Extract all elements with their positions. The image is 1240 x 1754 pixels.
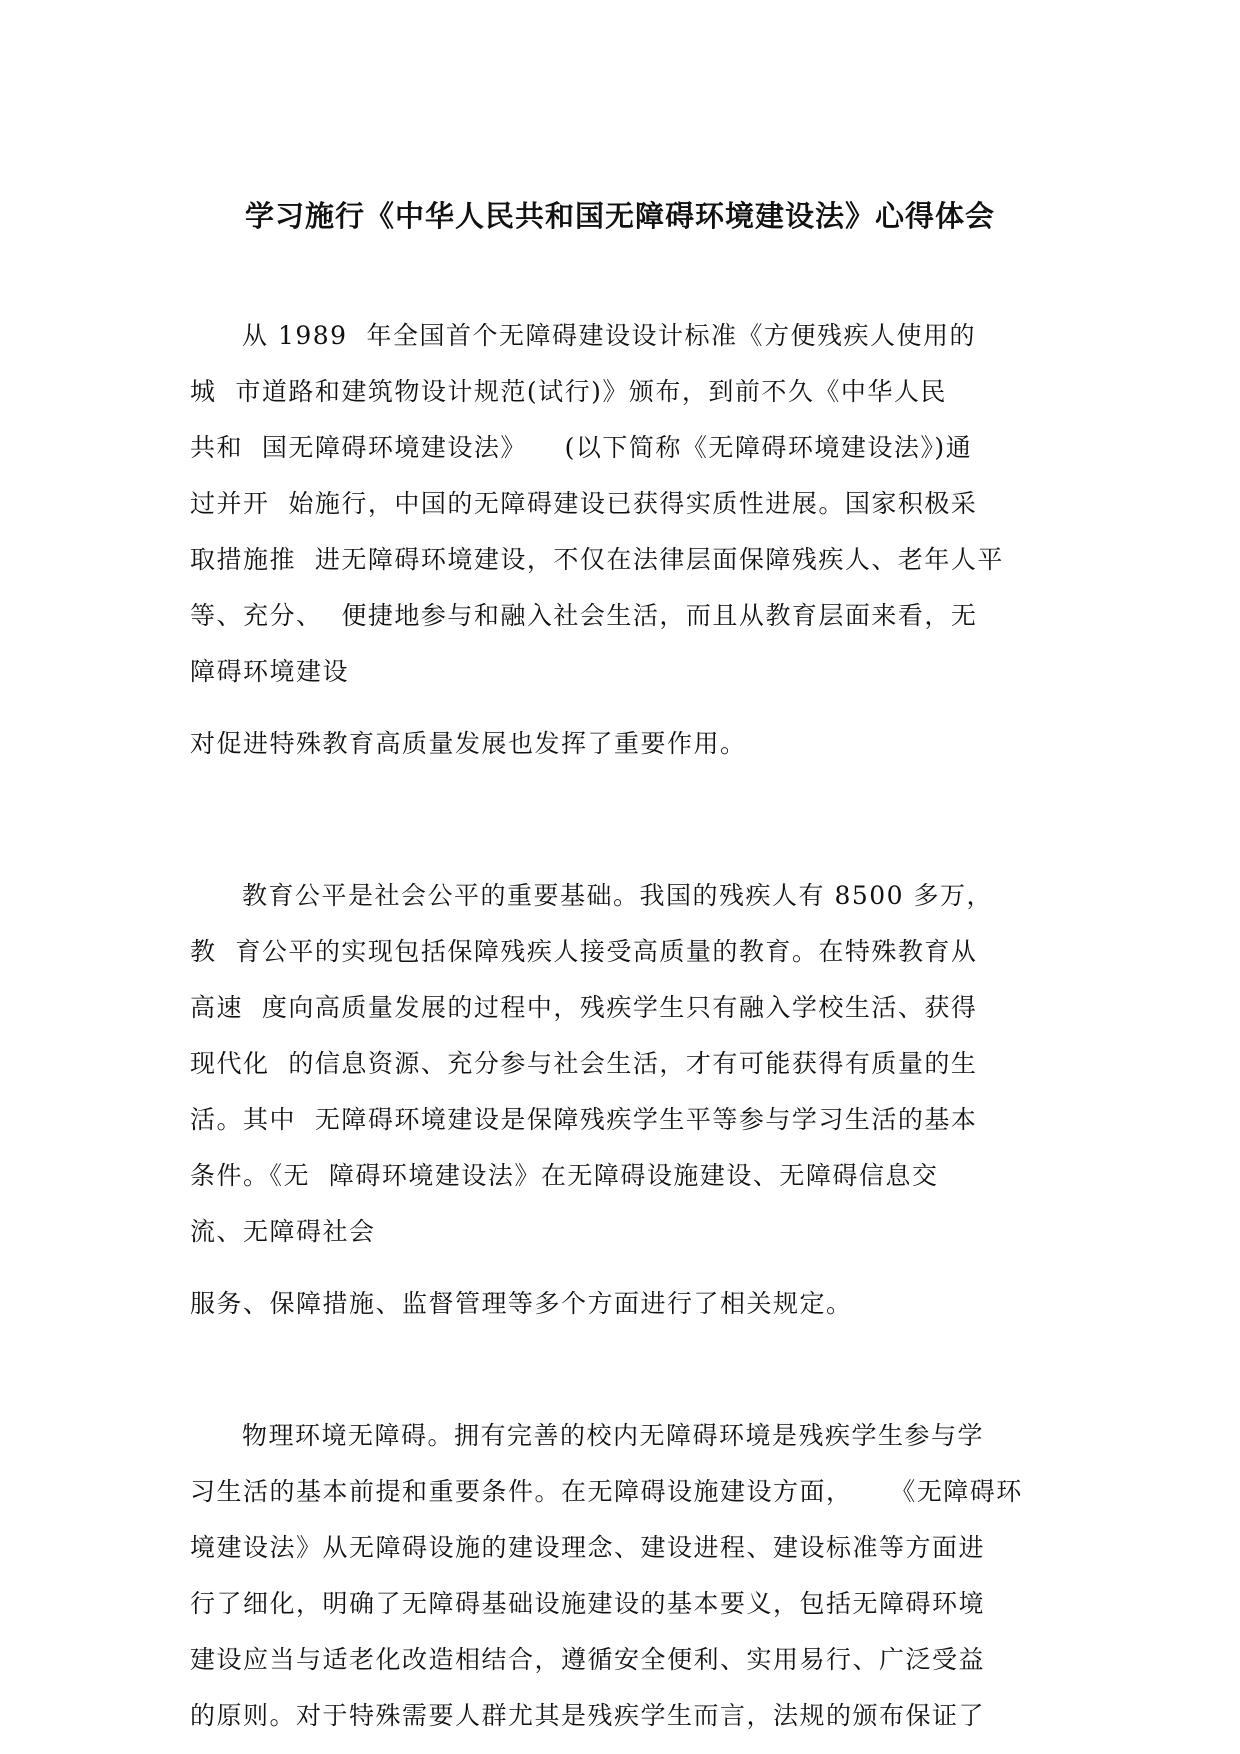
paragraph-2-line-4: 现代化 的信息资源、充分参与社会生活，才有可能获得有质量的生 xyxy=(190,1049,978,1078)
paragraph-1-line-4: 过并开 始施行，中国的无障碍建设已获得实质性进展。国家积极采 xyxy=(190,489,978,518)
paragraph-3-line-2: 习生活的基本前提和重要条件。在无障碍设施建设方面， 《无障碍环 xyxy=(190,1477,1023,1506)
paragraph-3-line-5: 建设应当与适老化改造相结合，遵循安全便利、实用易行、广泛受益 xyxy=(190,1645,986,1674)
paragraph-2-line-8: 服务、保障措施、监督管理等多个方面进行了相关规定。 xyxy=(190,1289,853,1318)
paragraph-2-line-6: 条件。《无 障碍环境建设法》在无障碍设施建设、无障碍信息交 xyxy=(190,1161,939,1190)
document-title: 学习施行《中华人民共和国无障碍环境建设法》心得体会 xyxy=(244,199,995,233)
paragraph-1-line-2: 城 市道路和建筑物设计规范(试行)》颁布，到前不久《中华人民 xyxy=(190,377,947,406)
paragraph-2-line-1: 教育公平是社会公平的重要基础。我国的残疾人有 8500 多万， xyxy=(242,881,994,910)
paragraph-1-line-6: 等、充分、 便捷地参与和融入社会生活，而且从教育层面来看，无 xyxy=(190,601,978,630)
paragraph-3-line-6: 的原则。对于特殊需要人群尤其是残疾学生而言，法规的颁布保证了 xyxy=(190,1701,986,1730)
paragraph-2-line-7: 流、无障碍社会 xyxy=(190,1217,376,1246)
paragraph-2-line-5: 活。其中 无障碍环境建设是保障残疾学生平等参与学习生活的基本 xyxy=(190,1105,978,1134)
paragraph-1-line-8: 对促进特殊教育高质量发展也发挥了重要作用。 xyxy=(190,729,747,758)
paragraph-1-line-3: 共和 国无障碍环境建设法》 (以下简称《无障碍环境建设法》)通 xyxy=(190,433,973,462)
paragraph-2-line-3: 高速 度向高质量发展的过程中，残疾学生只有融入学校生活、获得 xyxy=(190,993,978,1022)
paragraph-3-line-4: 行了细化，明确了无障碍基础设施建设的基本要义，包括无障碍环境 xyxy=(190,1589,986,1618)
paragraph-3-line-1: 物理环境无障碍。拥有完善的校内无障碍环境是残疾学生参与学 xyxy=(242,1421,985,1450)
paragraph-2-line-2: 教 育公平的实现包括保障残疾人接受高质量的教育。在特殊教育从 xyxy=(190,937,978,966)
paragraph-1-line-5: 取措施推 进无障碍环境建设，不仅在法律层面保障残疾人、老年人平 xyxy=(190,545,1004,574)
paragraph-1-line-7: 障碍环境建设 xyxy=(190,657,350,686)
paragraph-3-line-3: 境建设法》从无障碍设施的建设理念、建设进程、建设标准等方面进 xyxy=(190,1533,986,1562)
paragraph-1-line-1: 从 1989 年全国首个无障碍建设设计标准《方便残疾人使用的 xyxy=(242,321,976,350)
